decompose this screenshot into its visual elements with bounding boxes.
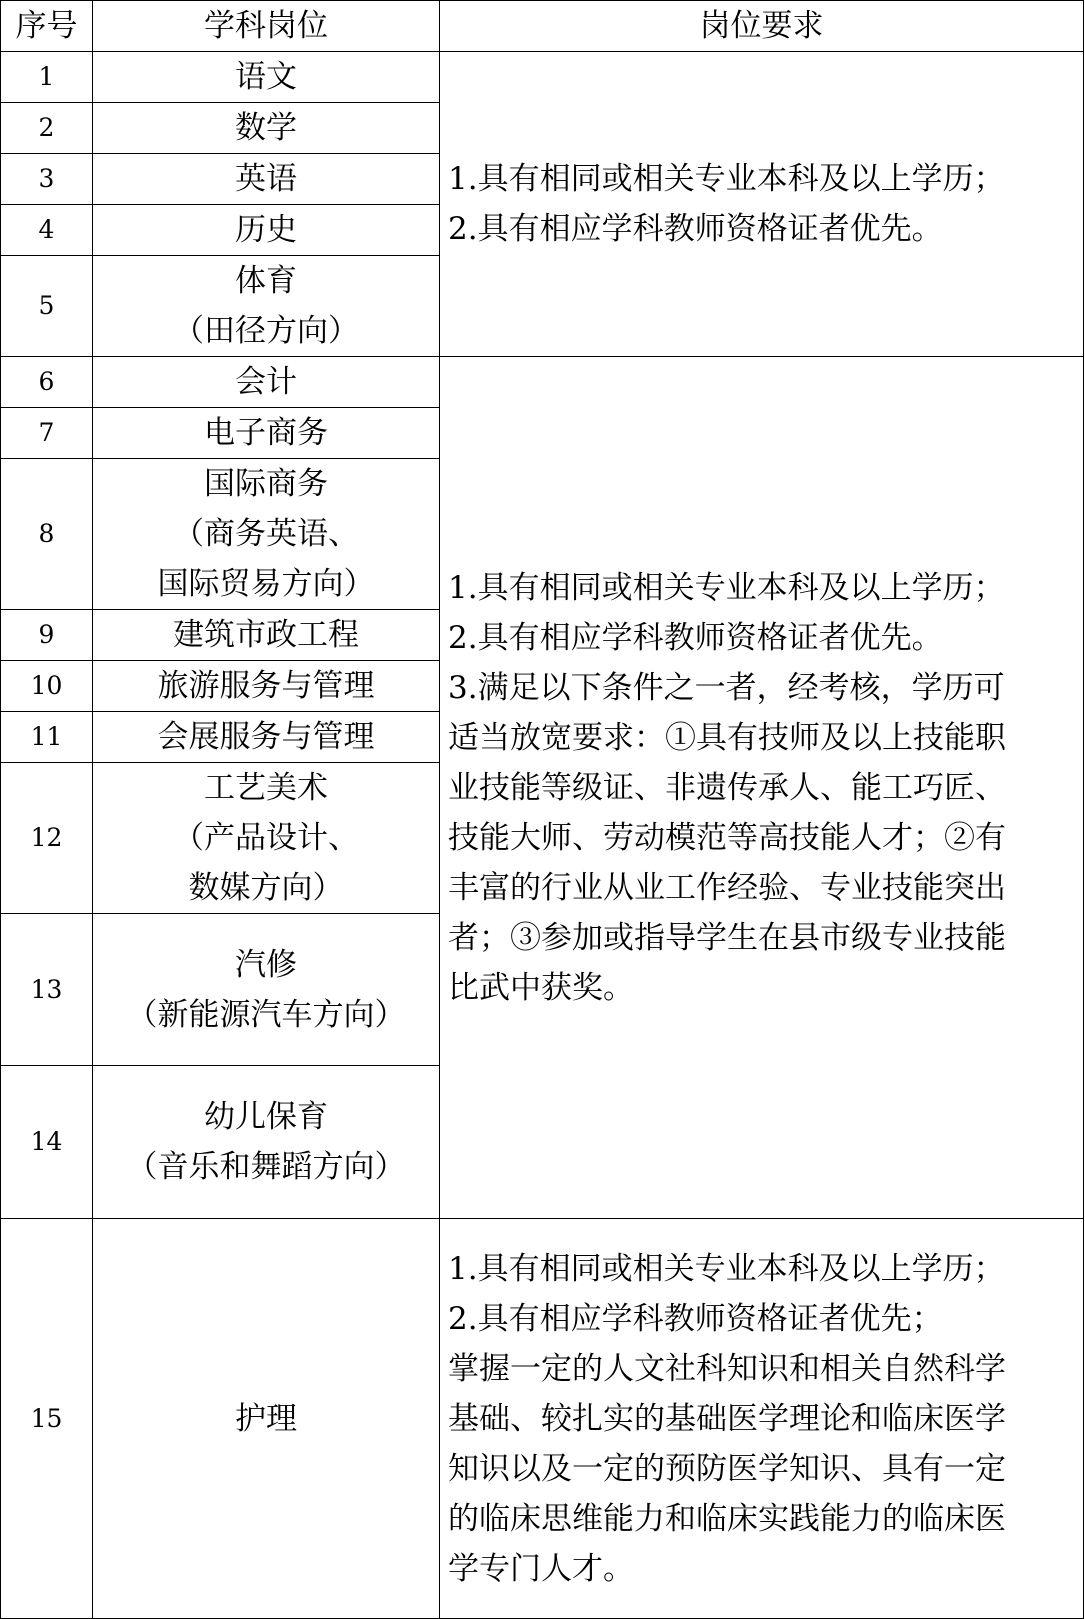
row-number: 7 (1, 408, 93, 459)
subject-cell: 国际商务 （商务英语、 国际贸易方向） (93, 459, 440, 610)
row-number: 12 (1, 763, 93, 914)
subject-cell: 电子商务 (93, 408, 440, 459)
subject-cell: 幼儿保育 （音乐和舞蹈方向） (93, 1066, 440, 1219)
header-row (1, 1, 1084, 52)
row-number: 11 (1, 712, 93, 763)
row-number: 6 (1, 357, 93, 408)
subject-cell: 英语 (93, 154, 440, 205)
row-number: 10 (1, 661, 93, 712)
table-row (1, 52, 1084, 103)
header-requirements: 岗位要求 (440, 1, 1084, 52)
subject-cell: 旅游服务与管理 (93, 661, 440, 712)
row-number: 8 (1, 459, 93, 610)
subject-cell: 护理 (93, 1219, 440, 1619)
requirements-group-1: 1.具有相同或相关专业本科及以上学历； 2.具有相应学科教师资格证者优先。 (440, 52, 1084, 357)
header-subject: 学科岗位 (93, 1, 440, 52)
subject-cell: 建筑市政工程 (93, 610, 440, 661)
subject-cell: 会展服务与管理 (93, 712, 440, 763)
row-number: 1 (1, 52, 93, 103)
row-number: 2 (1, 103, 93, 154)
row-number: 5 (1, 256, 93, 357)
row-number: 9 (1, 610, 93, 661)
row-number: 4 (1, 205, 93, 256)
subject-cell: 工艺美术 （产品设计、 数媒方向） (93, 763, 440, 914)
subject-cell: 体育 （田径方向） (93, 256, 440, 357)
requirements-group-3: 1.具有相同或相关专业本科及以上学历； 2.具有相应学科教师资格证者优先； 掌握一定的人文社科知识和相关自然科学 基础、较扎实的基础医学理论和临床医学 知识以及一定的预防医学知识、具有一定 的临床思维能力和临床实践能力的临床医 学专门人才。 (440, 1219, 1084, 1619)
row-number: 3 (1, 154, 93, 205)
row-number: 15 (1, 1219, 93, 1619)
requirements-group-2: 1.具有相同或相关专业本科及以上学历； 2.具有相应学科教师资格证者优先。 3.满足以下条件之一者，经考核，学历可 适当放宽要求：①具有技师及以上技能职 业技能等级证、非遗传承人、能工巧匠、 技能大师、劳动模范等高技能人才；②有 丰富的行业从业工作经验、专业技能突出 者；③参加或指导学生在县市级专业技能 比武中获奖。 (440, 357, 1084, 1219)
subject-cell: 数学 (93, 103, 440, 154)
row-number: 13 (1, 914, 93, 1066)
table-row (1, 1219, 1084, 1619)
header-serial: 序号 (1, 1, 93, 52)
subject-cell: 历史 (93, 205, 440, 256)
table-row (1, 357, 1084, 408)
subject-cell: 汽修 （新能源汽车方向） (93, 914, 440, 1066)
row-number: 14 (1, 1066, 93, 1219)
subject-cell: 语文 (93, 52, 440, 103)
subject-cell: 会计 (93, 357, 440, 408)
